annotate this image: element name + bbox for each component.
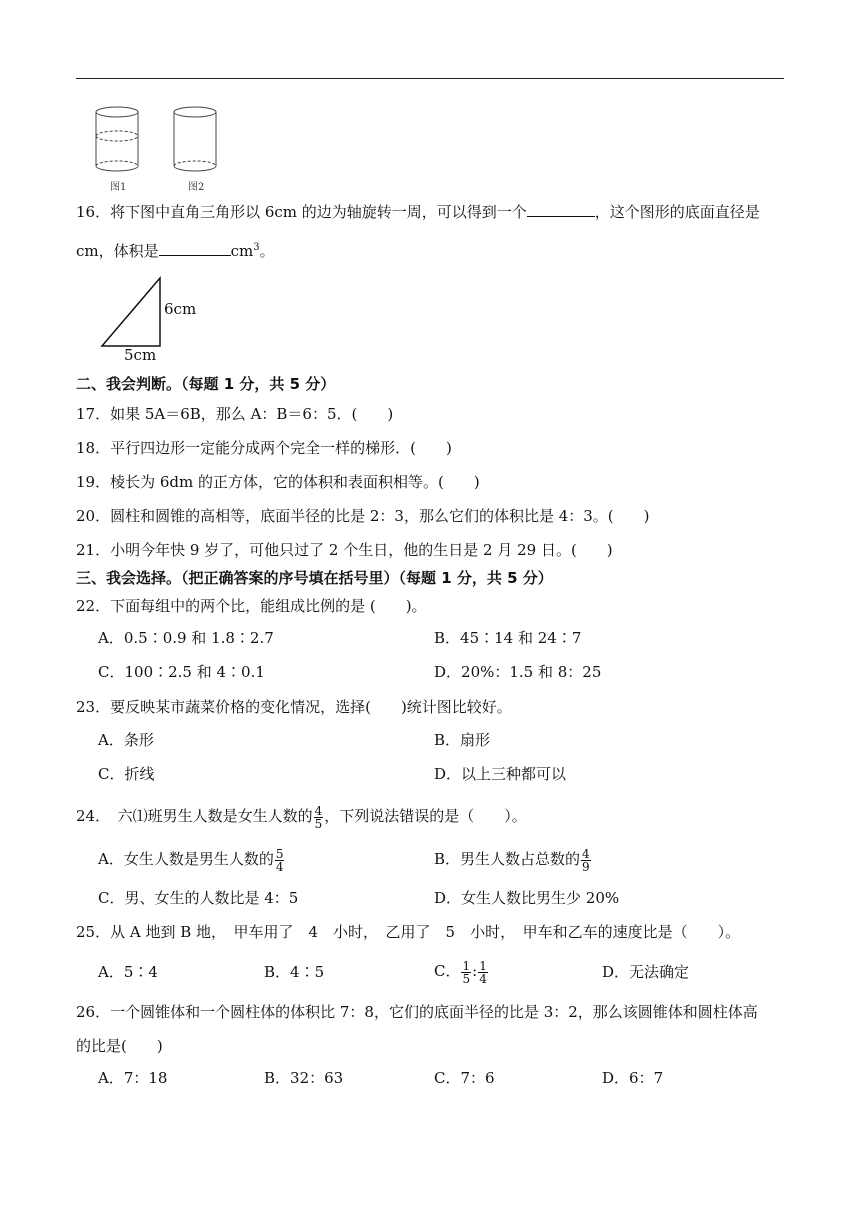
q22-option-c[interactable]: C．100∶2.5 和 4∶0.1: [98, 663, 265, 681]
triangle-base-label: 5cm: [124, 346, 157, 364]
q16-text-a: 16．将下图中直角三角形以 6cm 的边为轴旋转一周，可以得到一个: [76, 203, 527, 221]
q24-option-b-fraction: [581, 848, 591, 873]
question-25-stem: 25．从 A 地到 B 地， 甲车用了 4 小时， 乙用了 5 小时， 甲车和乙车的速度比是（ ）。: [76, 923, 741, 941]
q24-b-denominator: 9: [582, 859, 590, 874]
q22-option-b[interactable]: B．45∶14 和 24∶7: [434, 629, 582, 647]
question-21: 21．小明今年快 9 岁了，可他只过了 2 个生日，他的生日是 2 月 29 日。( ): [76, 541, 613, 559]
q25-c-denominator-2: 4: [479, 971, 487, 986]
question-24-stem: [76, 802, 527, 830]
question-19: 19．棱长为 6dm 的正方体，它的体积和表面积相等。( ): [76, 473, 480, 491]
q25-c-numerator-1: 1: [462, 958, 471, 973]
q24-option-a-fraction: [275, 848, 285, 873]
q24-a-denominator: 4: [275, 859, 284, 874]
q24-stem-a: 24． 六⑴班男生人数是女生人数的: [76, 807, 313, 825]
q25-c-colon: :: [472, 962, 478, 980]
q25-option-d[interactable]: D．无法确定: [602, 963, 690, 981]
q25-c-numerator-2: 1: [479, 958, 487, 973]
question-26-stem-line-2: 的比是( ): [76, 1037, 163, 1055]
q24-option-a[interactable]: [98, 845, 285, 873]
header-rule: [76, 78, 784, 79]
q24-b-numerator: 4: [582, 846, 590, 861]
q24-stem-b: ，下列说法错误的是（ ）。: [324, 807, 527, 825]
q22-option-a[interactable]: A．0.5∶0.9 和 1.8∶2.7: [98, 629, 274, 647]
q24-option-d[interactable]: D．女生人数比男生少 20%: [434, 889, 620, 907]
q25-c-fraction-2: [478, 960, 488, 985]
q16-unit-exponent: 3: [253, 242, 260, 253]
right-triangle-figure: [100, 276, 164, 348]
q24-option-b[interactable]: [434, 845, 592, 873]
q24-fraction: [314, 805, 324, 830]
cylinder-1-icon: [96, 107, 138, 171]
q25-option-c[interactable]: [434, 956, 489, 986]
question-17: 17．如果 5A＝6B，那么 A：B＝6：5．( ): [76, 405, 394, 423]
cylinder-figures: [90, 104, 230, 180]
q22-option-d[interactable]: D．20%：1.5 和 8：25: [434, 663, 602, 681]
q26-option-b[interactable]: B．32：63: [264, 1069, 344, 1087]
figure-1-caption: 图1: [110, 182, 127, 193]
q25-c-fraction-1: [461, 960, 471, 985]
q16-answer-blank-1[interactable]: [527, 202, 595, 217]
question-16-line-2: [76, 238, 275, 261]
q24-fraction-denominator: 5: [314, 816, 323, 831]
q25-option-b[interactable]: B．4∶5: [264, 963, 325, 981]
q24-option-c[interactable]: C．男、女生的人数比是 4：5: [98, 889, 299, 907]
q25-option-c-label: C．: [434, 962, 461, 980]
q16-text-b: ，这个图形的底面直径是: [594, 203, 760, 221]
q23-option-b[interactable]: B．扇形: [434, 731, 491, 749]
q26-option-c[interactable]: C．7：6: [434, 1069, 495, 1087]
triangle-height-label: 6cm: [164, 300, 197, 318]
q26-option-d[interactable]: D．6：7: [602, 1069, 664, 1087]
question-20: 20．圆柱和圆锥的高相等，底面半径的比是 2：3，那么它们的体积比是 4：3。( ): [76, 507, 650, 525]
q16-unit: cm: [230, 242, 254, 260]
q25-option-a[interactable]: A．5∶4: [98, 963, 158, 981]
q23-option-d[interactable]: D．以上三种都可以: [434, 765, 567, 783]
question-16-line-1: [76, 202, 760, 222]
cylinder-2-icon: [174, 107, 216, 171]
question-18: 18．平行四边形一定能分成两个完全一样的梯形．( ): [76, 439, 452, 457]
question-23-stem: 23．要反映某市蔬菜价格的变化情况，选择( )统计图比较好。: [76, 698, 512, 716]
q16-answer-blank-2[interactable]: [159, 241, 231, 256]
section-2-title: 二、我会判断。（每题 1 分，共 5 分）: [76, 375, 336, 393]
question-22-stem: 22．下面每组中的两个比，能组成比例的是 ( )。: [76, 597, 427, 615]
q25-c-denominator-1: 5: [462, 971, 471, 986]
q24-fraction-numerator: 4: [314, 803, 323, 818]
section-3-title: 三、我会选择。（把正确答案的序号填在括号里）（每题 1 分，共 5 分）: [76, 569, 553, 587]
q24-option-b-text: B．男生人数占总数的: [434, 850, 581, 868]
q16-text-c: cm，体积是: [76, 242, 159, 260]
q26-option-a[interactable]: A．7：18: [98, 1069, 168, 1087]
question-26-stem-line-1: 26．一个圆锥体和一个圆柱体的体积比 7：8，它们的底面半径的比是 3：2，那么该圆锥体和圆柱体高: [76, 1003, 758, 1021]
q23-option-c[interactable]: C．折线: [98, 765, 155, 783]
figure-2-caption: 图2: [188, 182, 205, 193]
q16-end: 。: [259, 242, 275, 260]
q23-option-a[interactable]: A．条形: [98, 731, 154, 749]
q24-option-a-text: A．女生人数是男生人数的: [98, 850, 274, 868]
q24-a-numerator: 5: [275, 846, 284, 861]
